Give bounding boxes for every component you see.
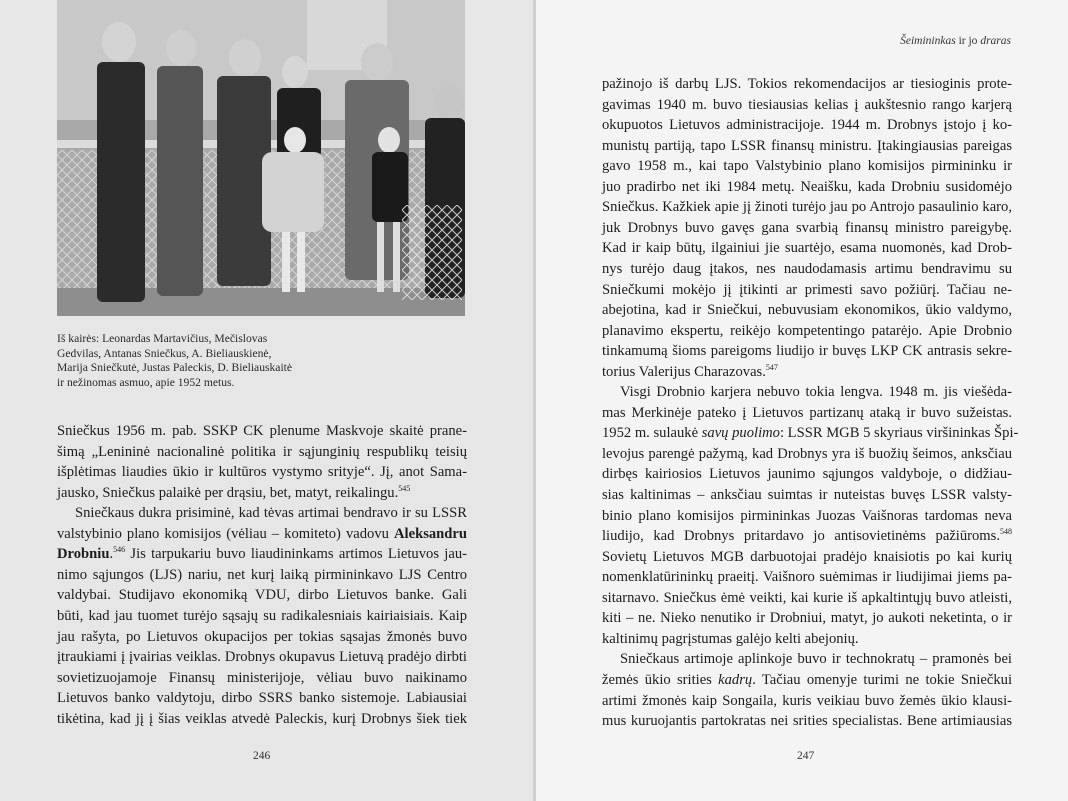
line-text: būti, kad jau tuomet turėjo sąsajų su radikalesniais kairiaisiais. Kaip [57, 607, 467, 624]
line-text: Sniečkus. Kažkiek apie jį žinoti turėjo jau po Antrojo pasaulinio karo, [602, 199, 1012, 216]
text-line [57, 524, 467, 544]
text-line [602, 74, 1012, 94]
photo-caption [57, 332, 347, 390]
text-line [57, 565, 467, 585]
text-line [57, 462, 467, 482]
text-line [602, 567, 1012, 587]
line-text: tikėtina, kad jį į šias veiklas atvedė Paleckis, kurį Drobnys šiek tiek [57, 710, 467, 727]
text-line [602, 629, 1012, 649]
italic-term: kadrų [718, 671, 753, 688]
text-line [602, 670, 1012, 690]
line-text: juo pradirbo net iki 1984 metų. Neaišku, kada Drobniu susidomėjo [602, 178, 1012, 195]
text-line [602, 259, 1012, 279]
line-text: Sniečkumi mokėjo jį įtikinti ar primesti savo požiūrį. Tačiau ne- [602, 281, 1012, 298]
text-line [602, 300, 1012, 320]
line-text: nys turėjo daug įtakos, nes naudodamasis artimu bendravimu su [602, 260, 1012, 277]
line-text: Sniečkus 1956 m. pab. SSKP CK plenume Maskvoje skaitė prane- [57, 423, 467, 439]
caption-line: Gedvilas, Antanas Sniečkus, A. Bieliauskienė, [57, 346, 272, 360]
line-text: valstybinio plano komisijos (vėliau – komiteto) vadovu [57, 525, 394, 542]
line-text: nomenklatūrininkų praeitį. Vaišnoro suėmimas ir liudijimai jiems pa- [602, 569, 1012, 586]
line-text: Sniečkaus dukra prisiminė, kad tėvas artimai bendravo ir su LSSR [75, 505, 467, 522]
text-line [602, 177, 1012, 197]
text-line [75, 503, 467, 523]
left-page [0, 0, 533, 801]
line-text: kaltinimų pagrįstumas galėjo kelti abejonių. [602, 630, 859, 647]
line-text: dirbęs kairiosios Lietuvos jaunimo sąjungos valdyboje, o didžiau- [602, 466, 1012, 483]
line-text: planavimo ekspertu, reikėjo kompetentingo patarėjo. Apie Drobnio [602, 322, 1012, 339]
text-line [57, 647, 467, 667]
bold-name: Drobniu [57, 546, 110, 563]
text-line [602, 588, 1012, 608]
line-text: pažinojo iš darbų LJS. Tokios rekomendacijos ar tiesioginis prote- [602, 76, 1012, 92]
caption-line: ir nežinomas asmuo, apie 1952 metus. [57, 375, 235, 389]
line-text: Jis tarpukariu buvo liaudininkams artimos Lietuvos jau- [125, 546, 467, 563]
line-text: mas Merkinėje pateko į Lietuvos partizanų ataką ir buvo sužeistas. [602, 404, 1012, 421]
line-text: gavo 1958 m., kai tapo Valstybinio plano komisijos pirmininku ir [602, 158, 1012, 175]
text-line [602, 197, 1012, 217]
line-text: gavimas 1940 m. buvo tiesiausias kelias į aukštesnio rango karjerą [602, 96, 1012, 113]
right-page [536, 0, 1068, 801]
line-text: munistų partiją, tapo LSSR finansų ministru. Įtakingiausias pareigas [602, 137, 1012, 154]
line-text: . Tačiau omenyje turimi ne tokie Sniečkui [752, 671, 1012, 688]
line-text: levojus parengė pažymą, kad Drobnys yra iš buožių šeimos, anksčiau [602, 445, 1012, 462]
line-text: Sovietų Lietuvos MGB darbuotojai pradėjo knaisiotis po kai kurių [602, 548, 1012, 565]
footnote-ref[interactable]: 546 [113, 545, 126, 555]
running-head-italic-2: draras [980, 35, 1011, 47]
text-line [602, 156, 1012, 176]
running-head-italic-1: Šeimininkas [900, 35, 956, 47]
text-line [57, 483, 467, 503]
text-line [602, 403, 1012, 423]
text-line [602, 115, 1012, 135]
text-line [57, 688, 467, 708]
text-line [602, 444, 1012, 464]
footnote-ref[interactable]: 547 [765, 362, 778, 372]
page-number-right: 247 [797, 750, 815, 762]
text-line [57, 442, 467, 462]
text-line [602, 362, 1012, 382]
text-line [620, 382, 1012, 402]
line-text: išplėtimas liaudies ūkio ir kultūros vystymo srityje“. Jį, anot Sama- [57, 464, 467, 481]
text-line [602, 321, 1012, 341]
line-text: artimi žmonės kaip Songaila, kuris veikiau buvo žemės ūkio klausi- [602, 692, 1012, 709]
text-line [57, 421, 467, 441]
text-line [602, 238, 1012, 258]
line-text: jausko, Sniečkus palaikė per drąsiu, bet, matyt, reikalingu. [57, 484, 399, 501]
line-text: sitarnavo. Sniečkus ėmė veikti, kai kurie iš apkaltintųjų buvo atleisti, [602, 589, 1012, 606]
line-text: nimo sąjungos (LJS) nariu, net kurį laiką pirmininkavo LJS Centro [57, 566, 467, 583]
line-text: tinkamumą šioms pareigoms liudijo ir buvęs LKP CK antrasis sekre- [602, 343, 1012, 360]
text-line [602, 711, 1012, 731]
line-text: torius Valerijus Charazovas. [602, 363, 766, 380]
line-text: šimą „Lenininė nacionalinė politika ir sąjunginių respublikų teisių [57, 443, 467, 460]
historical-photo [57, 0, 465, 316]
text-line [602, 95, 1012, 115]
line-text: okupuotos Lietuvos administracijoje. 1944 m. Drobnys įstojo į ko- [602, 117, 1012, 134]
text-line [602, 341, 1012, 361]
line-text: binio plano komisijos pirmininkas Juozas Vaišnoras tardomas neva [602, 507, 1012, 524]
text-line [57, 627, 467, 647]
footnote-ref[interactable]: 545 [398, 483, 411, 493]
line-text: Visgi Drobnio karjera nebuvo tokia lengva. 1948 m. jis viešėda- [620, 384, 1012, 401]
caption-line: Iš kairės: Leonardas Martavičius, Mečislovas [57, 332, 268, 345]
caption-line: Marija Sniečkutė, Justas Paleckis, D. Bieliauskaitė [57, 361, 293, 375]
line-text: Kad ir kaip būtų, ilgainiui jie suartėjo, esama nuomonės, kad Drob- [602, 240, 1012, 257]
footnote-ref[interactable]: 548 [1000, 527, 1012, 537]
text-line [602, 547, 1012, 567]
text-line [57, 668, 467, 688]
line-text: žemės ūkio srities [602, 671, 719, 688]
line-text: juk Drobnys buvo gavęs gana svarbią finansų ministro pareigybę. [602, 219, 1012, 236]
text-line [602, 691, 1012, 711]
line-text: sias kaltinimas – anksčiau suimtas ir nuteistas buvęs LSSR valsty- [602, 487, 1012, 503]
text-line [602, 608, 1012, 628]
line-text: valdybai. Studijavo ekonomiką VDU, dirbo Lietuvos banke. Gali [57, 587, 467, 604]
line-text: . [109, 546, 114, 563]
running-head [900, 35, 1011, 47]
line-text: : LSSR MGB 5 skyriaus viršininkas Špi- [779, 425, 1019, 442]
text-line [602, 280, 1012, 300]
line-text: įtraukiami į įvairias veiklas. Drobnys okupavus Lietuvą pradėjo dirbti [57, 649, 467, 666]
text-line [602, 506, 1012, 526]
text-line [602, 136, 1012, 156]
text-line [602, 526, 1012, 546]
running-head-middle: ir jo [955, 35, 981, 47]
text-line [620, 649, 1012, 669]
line-text: Lietuvos banko valdytoju, dirbo SSRS banko sistemoje. Labiausiai [57, 690, 467, 707]
bold-name: Aleksandru [394, 525, 467, 542]
text-line [57, 585, 467, 605]
text-line [57, 544, 467, 564]
text-line [602, 485, 1012, 505]
line-text: abejotina, kad ir Sniečkui, nebuvusiam ekonomikos, ūkio valdymo, [602, 302, 1012, 319]
text-line [57, 606, 467, 626]
italic-term: savų puolimo [701, 425, 780, 442]
line-text: sovietizuojamoje Finansų ministerijoje, vėliau buvo naikinamo [57, 669, 467, 686]
text-line [602, 464, 1012, 484]
line-text: liudijo, kad Drobnys pritardavo jo antisovietinėms pažiūroms. [602, 528, 1000, 545]
line-text: jau rašyta, po Lietuvos okupacijos per tokias sąsajas žmonės buvo [57, 628, 467, 645]
line-text: 1952 m. sulaukė [602, 425, 702, 442]
text-line [602, 423, 1019, 443]
line-text: Sniečkaus artimoje aplinkoje buvo ir technokratų – pramonės bei [620, 651, 1012, 668]
line-text: kiti – ne. Nieko nenutiko ir Drobniui, matyt, jo aukoti neketinta, o ir [602, 610, 1012, 627]
text-line [57, 709, 467, 729]
text-line [602, 218, 1012, 238]
page-number-left: 246 [253, 750, 271, 762]
line-text: mus kuruojantis partokratas nei srities specialistas. Bene artimiausias [602, 713, 1012, 730]
